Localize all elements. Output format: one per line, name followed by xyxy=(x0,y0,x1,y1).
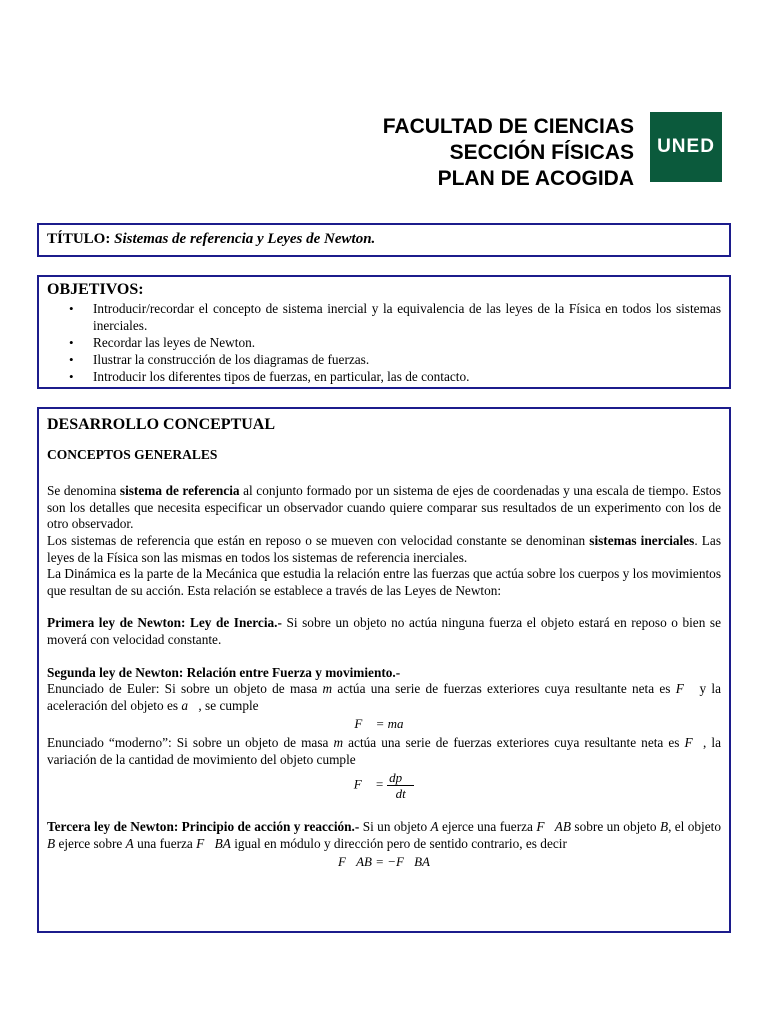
text-span: Se denomina xyxy=(47,483,120,499)
text-span: . Las leyes de la Física son las mismas en todos los sistemas de referencia inerciales. xyxy=(47,532,721,565)
text-span: Enunciado de Euler: Si sobre un objeto de masa xyxy=(47,681,323,697)
symbol-m: m xyxy=(333,734,344,750)
section-title: SECCIÓN FÍSICAS xyxy=(449,141,634,164)
text-span: , el objeto xyxy=(668,819,721,835)
paragraph-primera-ley xyxy=(47,615,721,648)
symbol-m: m xyxy=(322,681,333,697)
eq2-numerator: dp⃗ xyxy=(389,770,413,786)
term-sistemas-inerciales: sistemas inerciales xyxy=(589,532,695,548)
equation-moderno xyxy=(47,770,721,801)
conceptos-heading: CONCEPTOS GENERALES xyxy=(47,446,218,462)
eq2-lhs: F⃗ = xyxy=(353,776,384,792)
equation-euler: F⃗ = ma⃗ xyxy=(354,716,414,732)
symbol-FAB: F⃗AB xyxy=(536,819,572,835)
law3-title: Tercera ley de Newton: Principio de acción y reacción.- xyxy=(47,819,360,835)
symbol-B: B xyxy=(659,819,669,835)
plan-title: PLAN DE ACOGIDA xyxy=(437,167,634,190)
paragraph-sistemas-inerciales xyxy=(47,533,721,566)
text-span: Si sobre un objeto no actúa ninguna fuerza el objeto estará en reposo o bien se moverá con velocidad constante. xyxy=(47,615,721,647)
text-span: actúa una serie de fuerzas exteriores cuya resultante neta es xyxy=(343,734,685,750)
desarrollo-box xyxy=(37,407,731,933)
text-span: ejerce sobre xyxy=(55,835,126,851)
text-span: , se cumple xyxy=(198,697,259,713)
equation-tercera-ley: F⃗AB = −F⃗BA xyxy=(338,854,430,870)
eq2-fraction xyxy=(387,770,414,801)
symbol-B: B xyxy=(47,835,56,851)
text-span: Enunciado “moderno”: Si sobre un objeto de masa xyxy=(47,734,334,750)
titulo-label: TÍTULO: xyxy=(47,231,111,247)
desarrollo-heading: DESARROLLO CONCEPTUAL xyxy=(47,416,276,433)
list-item: • Ilustrar la construcción de los diagramas de fuerzas. xyxy=(93,351,721,368)
text-span: sobre un objeto xyxy=(571,819,660,835)
law1-title: Primera ley de Newton: Ley de Inercia.- xyxy=(47,615,282,631)
faculty-title: FACULTAD DE CIENCIAS xyxy=(382,115,634,138)
paragraph-moderno xyxy=(47,735,721,768)
logo-text: UNED xyxy=(657,136,715,157)
list-item: • Recordar las leyes de Newton. xyxy=(93,334,721,351)
titulo-value: Sistemas de referencia y Leyes de Newton. xyxy=(114,231,376,247)
uned-logo xyxy=(650,112,722,182)
paragraph-dinamica: La Dinámica es la parte de la Mecánica que estudia la relación entre las fuerzas que actúa sobre los cuerpos y los movimientos que resultan de su acción. Esta relación se establece a través de las Leyes de Newton: xyxy=(47,566,721,598)
header-titles xyxy=(383,112,634,192)
symbol-A: A xyxy=(430,819,439,835)
symbol-F: F⃗ xyxy=(684,734,704,750)
list-item: • Introducir los diferentes tipos de fuerzas, en particular, las de contacto. xyxy=(93,368,721,385)
text-span: Si un objeto xyxy=(359,819,431,835)
symbol-a: a⃗ xyxy=(181,697,199,713)
titulo-box xyxy=(37,223,731,257)
page-header xyxy=(382,112,722,190)
text-span: al conjunto formado por un sistema de ejes de coordenadas y una escala de tiempo. Estos son los detalles que necesita especificar un observador cuando quiere comparar sus resultados de un experimento con los de otro observador. xyxy=(47,483,722,532)
law2-title-text: Segunda ley de Newton: Relación entre Fuerza y movimiento.- xyxy=(47,664,401,680)
paragraph-tercera-ley xyxy=(47,819,721,852)
law2-title xyxy=(47,665,721,682)
term-sistema-referencia: sistema de referencia xyxy=(119,483,240,499)
text-span: una fuerza xyxy=(133,835,197,851)
objetivos-heading: OBJETIVOS: xyxy=(47,281,144,298)
text-span: , la variación de la cantidad de movimiento del objeto cumple xyxy=(47,734,722,767)
text-span: Los sistemas de referencia que están en reposo o se mueven con velocidad constante se denominan xyxy=(47,532,590,548)
paragraph-sistema-referencia xyxy=(47,483,721,533)
eq2-denominator: dt xyxy=(395,786,406,802)
symbol-F: F⃗ xyxy=(675,681,695,697)
symbol-A: A xyxy=(125,835,134,851)
text-span: igual en módulo y dirección pero de sentido contrario, es decir xyxy=(230,835,567,851)
paragraph-euler xyxy=(47,681,721,714)
text-span: ejerce una fuerza xyxy=(438,819,537,835)
objetivos-list xyxy=(47,300,721,385)
text-span: actúa una serie de fuerzas exteriores cuya resultante neta es xyxy=(332,681,676,697)
text-span: y la aceleración del objeto es xyxy=(47,681,721,713)
symbol-FBA: F⃗BA xyxy=(196,835,231,851)
objetivos-box xyxy=(37,275,731,389)
list-item: • Introducir/recordar el concepto de sistema inercial y la equivalencia de las leyes de la Física en todos los sistemas inerciales. xyxy=(93,300,721,334)
